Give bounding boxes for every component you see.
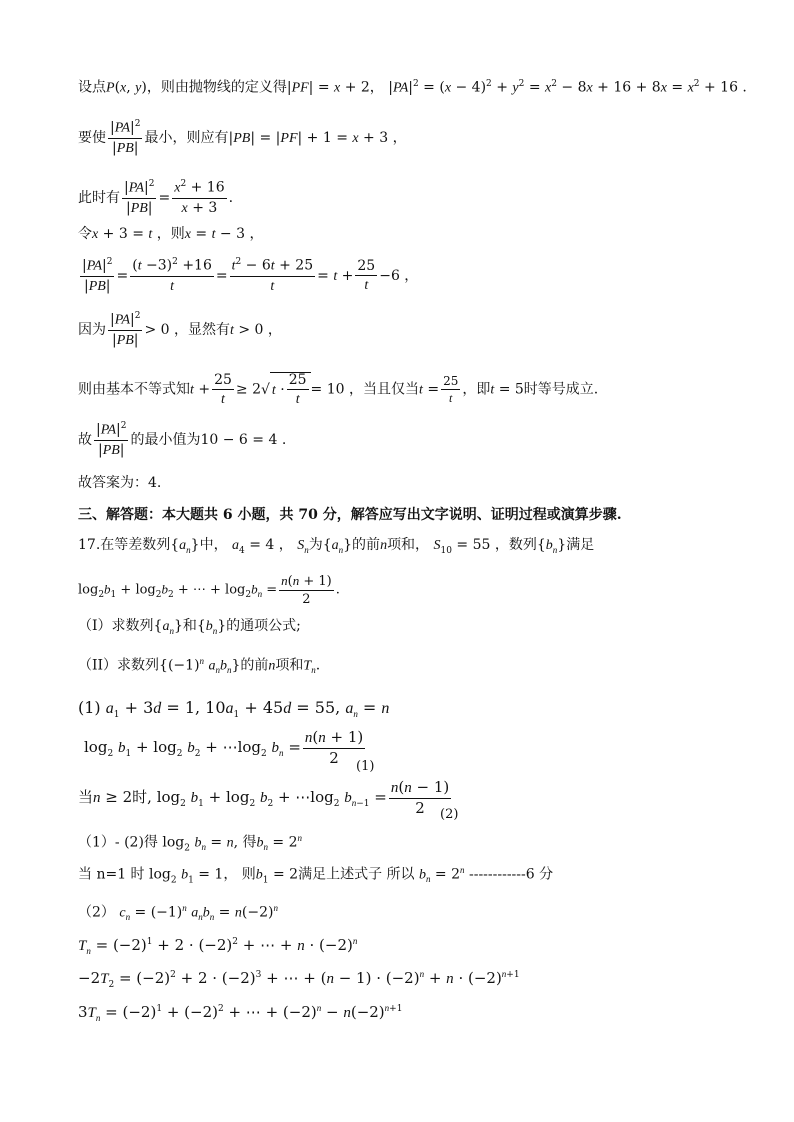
solution-line-7: 则由基本不等式知t + $\frac{25}{t}$ ≥ 2√ t · $\frac{25}{t}$ = 10 ，当且仅当t = $\frac{25}{t}$ ，即t = 5时等号成立. (78, 371, 599, 407)
solution-line-1: 设点P(x, y)，则由抛物线的定义得|PF| = x + 2， $|PA|^2 = (x - 4)^2 + y^2 = x^2 - 8x + 16 + 8x = x^2 + 16$ . (78, 79, 747, 96)
solution-17-step-9: $3T_n = (-2)^1 + (-2)^2$ + ⋯ + $(-2)^n - n(-2)^{n+1}$ (78, 1003, 403, 1023)
solution-line-2: 要使 $\frac{|PA|^2}{|PB|}$ 最小，则应有|PB| = |PF| + 1 = x + 3 ， (78, 119, 407, 156)
question-17: 17.在等差数列$\{a_n\}$中， $a_4 = 4$ ， $S_n$为$\{a_n\}$的前n项和， $S_{10} = 55$ ，数列$\{b_n\}$满足 (78, 537, 595, 556)
question-part-1: （I）求数列$\{a_n\}$和$\{b_n\}$的通项公式; (78, 618, 301, 636)
solution-17-step-6: （2） $c_n = (-1)^n$ $a_nb_n = n(-2)^n$ (78, 903, 278, 923)
section-heading: 三、解答题：本大题共 6 小题，共 70 分，解答应写出文字说明、证明过程或演算步骤. (78, 507, 622, 523)
solution-line-4: 令x + 3 = t ，则x = t − 3 ， (78, 226, 264, 242)
solution-17-step-1: (1) $a_1 + 3d = 1$, $10a_1 + 45d = 55$, $a_n = n$ (78, 698, 390, 721)
solution-17-step-5: 当 n=1 时 $\log_2 b_1 = 1$， 则$b_1 = 2$满足上述式子 所以 $b_n = 2^n$ ------------6 分 (78, 865, 554, 886)
solution-17-step-7: $T_n = (-2)^1 + 2 \cdot (-2)^2$ + ⋯ + $n \cdot (-2)^n$ (78, 936, 358, 956)
solution-17-step-4: （1）- (2)得 $\log_2 b_n = n$, 得$b_n = 2^n$ (78, 833, 303, 854)
equation-tag-1: (1) (356, 759, 375, 774)
solution-line-3: 此时有 $\frac{|PA|^2}{|PB|}$ = $\frac{x^2 + 16}{x + 3}$ . (78, 179, 234, 216)
solution-17-step-2: $\log_2 b_1 + \log_2 b_2$ + $\cdots\log_2$ $b_n$ = $\frac{n(n + 1)}{2}$ (84, 728, 364, 767)
solution-line-5: $\frac{|PA|^2}{|PB|}$ = $\frac{(t -3)^2 +16}{t}$ = $\frac{t^2 - 6t + 25}{t}$ = t + $\frac{25}{t}$ −6 ， (82, 257, 419, 294)
solution-17-step-3: 当n ≥ 2时, $\log_2 b_1 + \log_2 b_2$ + $\cdots\log_2$ $b_{n-1}$ = $\frac{n(n - 1)}{2}$ (78, 778, 450, 817)
question-17-condition: $\log_2b_1 + \log_2b_2$ + ⋯ + $\log_2b_n$ = $\frac{n(n + 1)}{2}$ . (78, 573, 340, 607)
question-part-2: （II）求数列{$(-1)^n$ $a_nb_n$}的前n项和$T_n$. (78, 656, 321, 676)
answer-line: 故答案为：4. (78, 475, 162, 491)
solution-line-6: 因为 $\frac{|PA|^2}{|PB|}$ > 0 ，显然有t > 0 ， (78, 311, 282, 348)
solution-line-8: 故 $\frac{|PA|^2}{|PB|}$ 的最小值为10 − 6 = 4 . (78, 421, 287, 458)
solution-17-step-8: $-2T_2 = (-2)^2 + 2 \cdot (-2)^3$ + ⋯ + $(n - 1) \cdot (-2)^n + n \cdot (-2)^{n+1}$ (78, 969, 520, 990)
equation-tag-2: (2) (440, 807, 459, 822)
